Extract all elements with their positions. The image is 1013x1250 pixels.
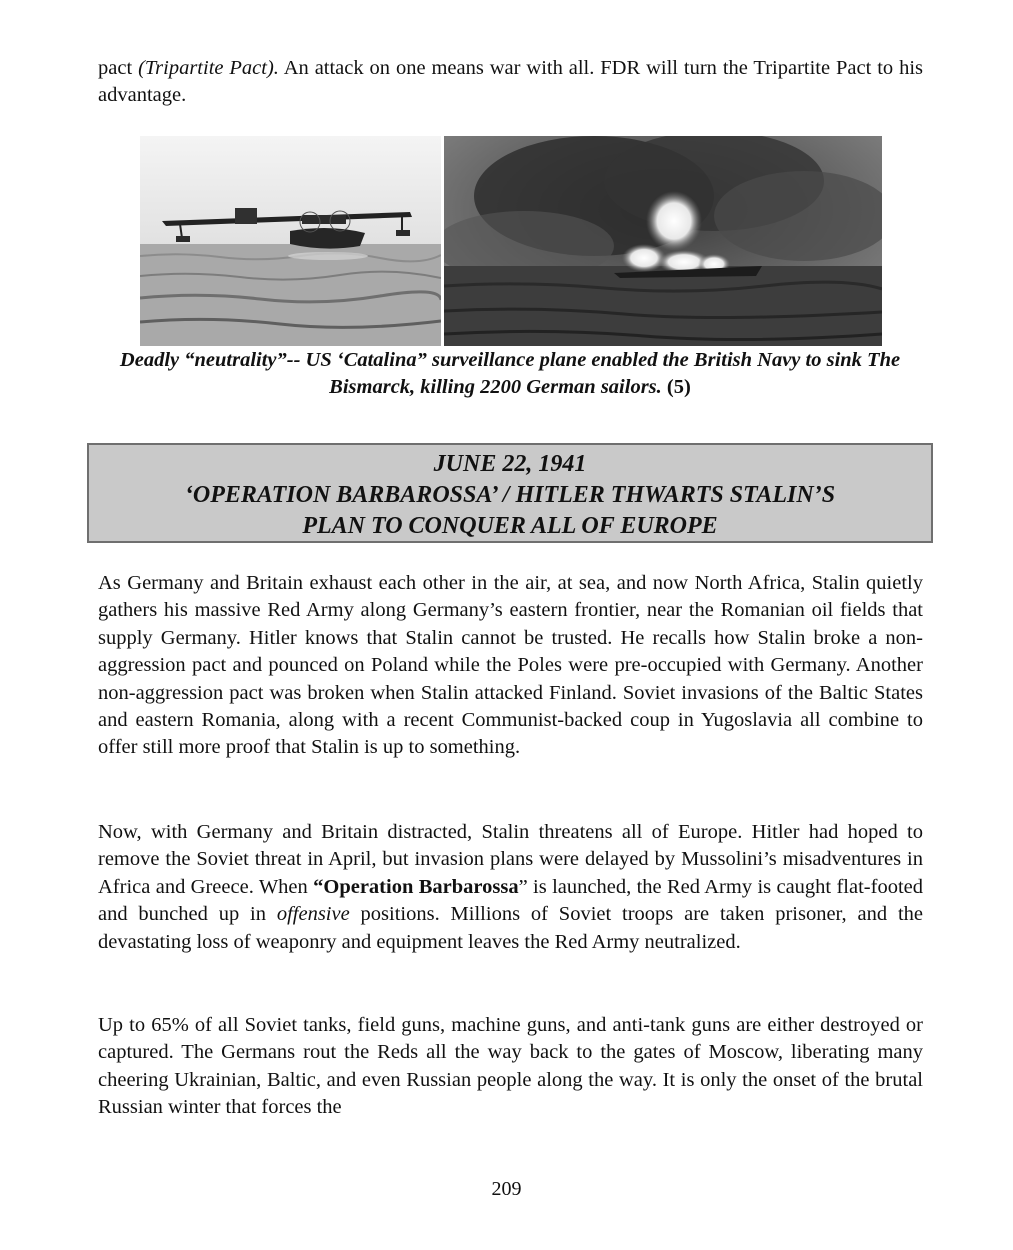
catalina-plane-photo: [140, 136, 441, 346]
heading-line-3: PLAN TO CONQUER ALL OF EUROPE: [302, 513, 718, 539]
catalina-plane-image: [140, 136, 441, 346]
photo-pair: [140, 136, 882, 346]
top-paragraph: [98, 55, 923, 110]
heading-line-2: ‘OPERATION BARBAROSSA’ / HITLER THWARTS STALIN’S: [184, 482, 836, 508]
tripartite-pact-italic: (Tripartite Pact).: [138, 57, 279, 79]
operation-barbarossa-bold: “Operation Barbarossa: [313, 875, 519, 898]
burning-ship-image: [444, 136, 882, 346]
top-paragraph-text: pact: [98, 57, 139, 79]
page-number: 209: [491, 1178, 522, 1200]
paragraph-2-text-c: positions. Millions of Soviet troops are taken prisoner, and the devastating loss of weaponry and equipment leaves the Red Army neutralized.: [98, 903, 923, 953]
paragraph-2-text-b: ” is launched, the Red Army is caught flat-footed and bunched up in: [98, 875, 923, 926]
photo-caption: [90, 347, 930, 401]
paragraph-2-text-a: Now, with Germany and Britain distracted, Stalin threatens all of Europe. Hitler had hoped to remove the Soviet threat in April, but invasion plans were delayed by Mussolini’s misadventures in Africa and Greece. When: [98, 821, 923, 898]
heading-date: JUNE 22, 1941: [433, 451, 587, 477]
top-paragraph-text-end: An attack on one means war with all. FDR will turn the Tripartite Pact to his advantage.: [98, 57, 923, 107]
caption-reference: (5): [661, 376, 691, 398]
paragraph-2: [98, 819, 923, 956]
section-heading: [87, 443, 933, 543]
caption-text: Deadly “neutrality”-- US ‘Catalina” surveillance plane enabled the British Navy to sink The Bismarck, killing 2200 German sailors.: [119, 349, 901, 398]
offensive-italic: offensive: [276, 903, 350, 926]
burning-ship-photo: [444, 136, 882, 346]
paragraph-3: Up to 65% of all Soviet tanks, field guns, machine guns, and anti-tank guns are either destroyed or captured. The Germans rout the Reds all the way back to the gates of Moscow, liberating many cheering Ukrainian, Baltic, and even Russian people along the way. It is only the onset of the brutal Russian winter that forces the: [98, 1014, 923, 1119]
paragraph-1: As Germany and Britain exhaust each other in the air, at sea, and now North Africa, Stalin quietly gathers his massive Red Army along Germany’s eastern frontier, near the Romanian oil fields that supply Germany. Hitler knows that Stalin cannot be trusted. He recalls how Stalin broke a non-aggression pact and pounced on Poland while the Poles were pre-occupied with Germany. Another non-aggression pact was broken when Stalin attacked Finland. Soviet invasions of the Baltic States and eastern Romania, along with a recent Communist-backed coup in Yugoslavia all combine to offer still more proof that Stalin is up to something.: [98, 572, 923, 759]
